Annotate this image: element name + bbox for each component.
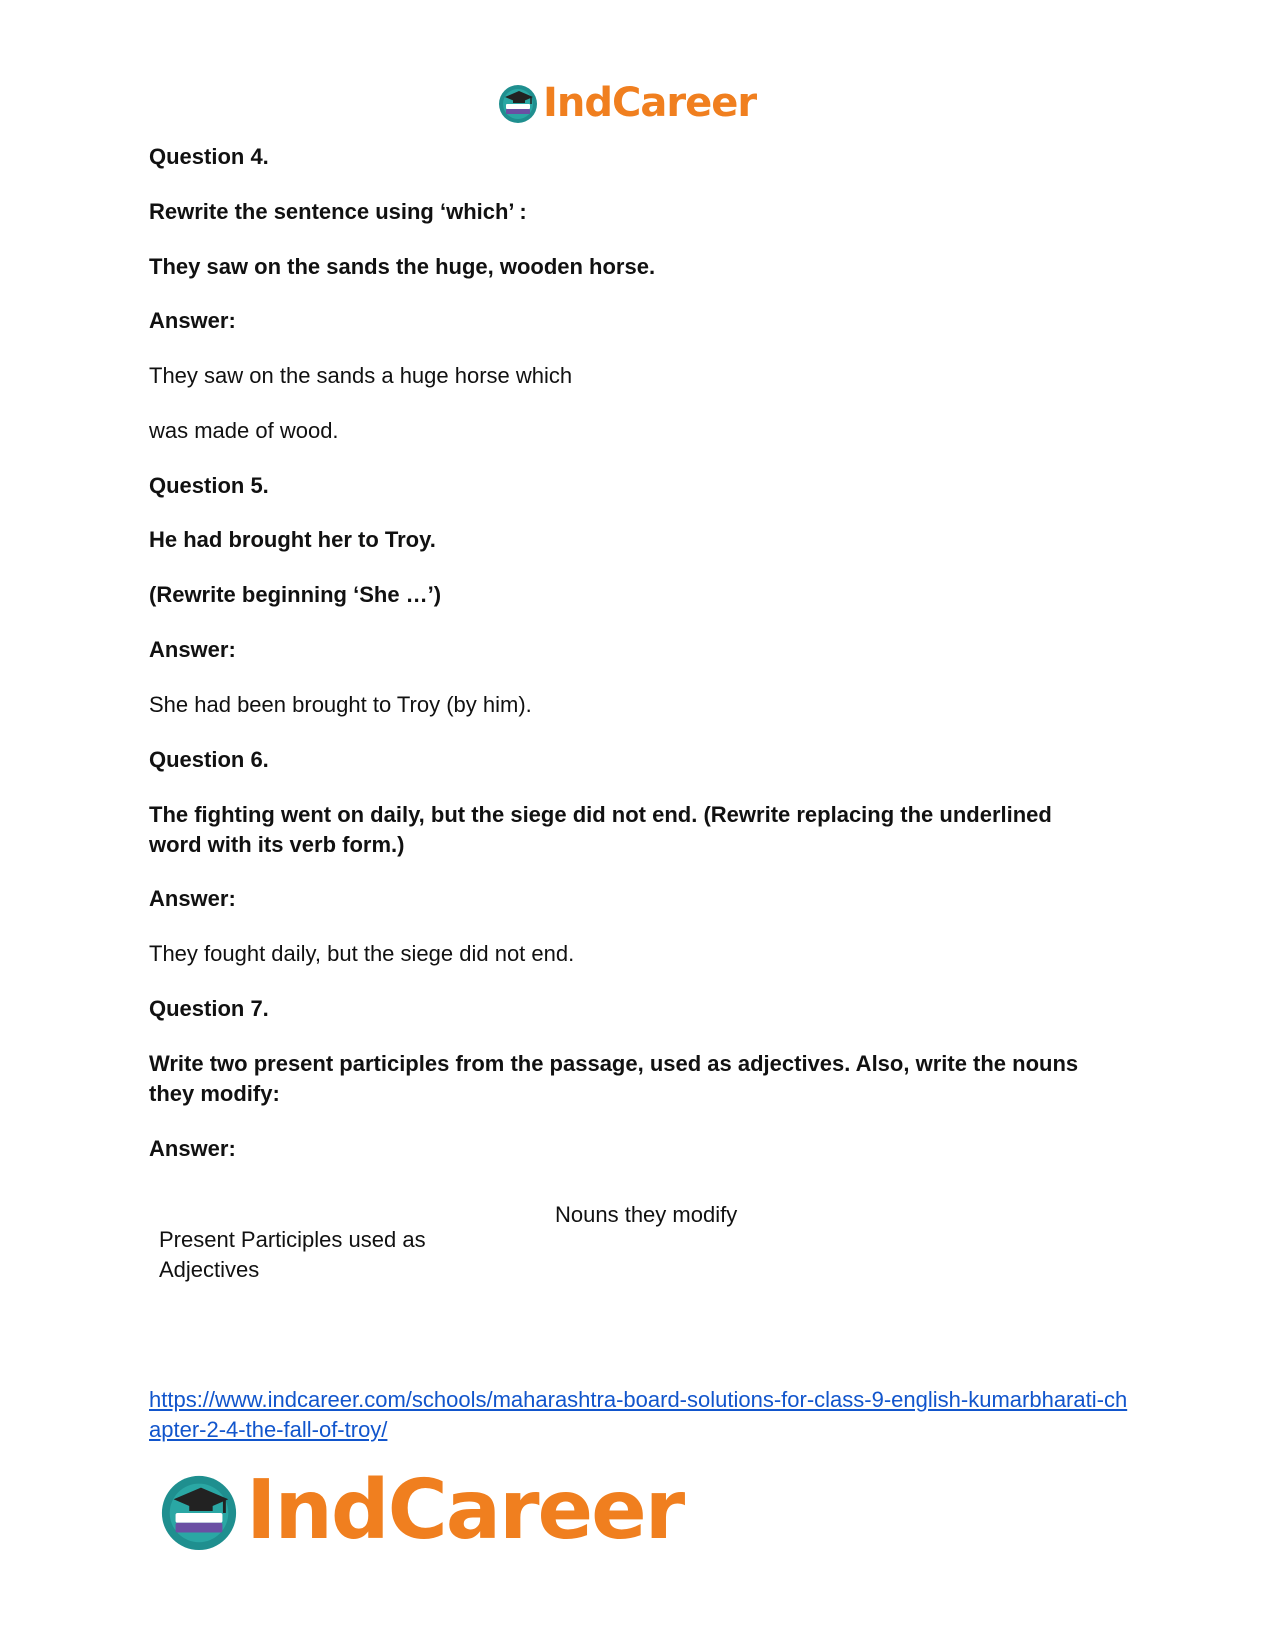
graduation-cap-book-icon	[497, 82, 539, 124]
question-5-title: Question 5.	[149, 473, 269, 498]
question-7-prompt: Write two present participles from the passage, used as adjectives. Also, write the nouns they modify:	[149, 1051, 1079, 1106]
question-6-prompt: The fighting went on daily, but the siege did not end. (Rewrite replacing the underlined word with its verb form.)	[149, 802, 1052, 857]
question-6-answer-label: Answer:	[149, 886, 236, 911]
question-6-answer: They fought daily, but the siege did not end.	[149, 941, 575, 966]
table-header-nouns: Nouns they modify	[555, 1202, 738, 1227]
question-4-sentence: They saw on the sands the huge, wooden horse.	[149, 254, 656, 279]
question-7-answer-label: Answer:	[149, 1136, 236, 1161]
question-6-title: Question 6.	[149, 747, 269, 772]
header-logo	[497, 80, 756, 126]
logo-wordmark: IndCareer	[246, 1463, 684, 1558]
logo-wordmark: IndCareer	[543, 80, 757, 126]
question-4-answer-line-1: They saw on the sands a huge horse which	[149, 363, 573, 388]
footer-logo	[158, 1463, 683, 1558]
source-link[interactable]: https://www.indcareer.com/schools/maharashtra-board-solutions-for-class-9-english-kumarbharati-chapter-2-4-the-fall-of-troy/	[149, 1387, 1128, 1442]
question-4-answer-line-2: was made of wood.	[149, 418, 339, 443]
table-header-participles: Present Participles used as Adjectives	[159, 1227, 426, 1282]
question-4-prompt: Rewrite the sentence using ‘which’ :	[149, 199, 527, 224]
question-5-sentence: He had brought her to Troy.	[149, 527, 436, 552]
question-5-answer: She had been brought to Troy (by him).	[149, 692, 532, 717]
graduation-cap-book-icon	[158, 1470, 240, 1552]
question-5-answer-label: Answer:	[149, 637, 236, 662]
question-4-answer-label: Answer:	[149, 308, 236, 333]
question-4-title: Question 4.	[149, 144, 269, 169]
question-7-title: Question 7.	[149, 996, 269, 1021]
question-5-instruction: (Rewrite beginning ‘She …’)	[149, 582, 442, 607]
